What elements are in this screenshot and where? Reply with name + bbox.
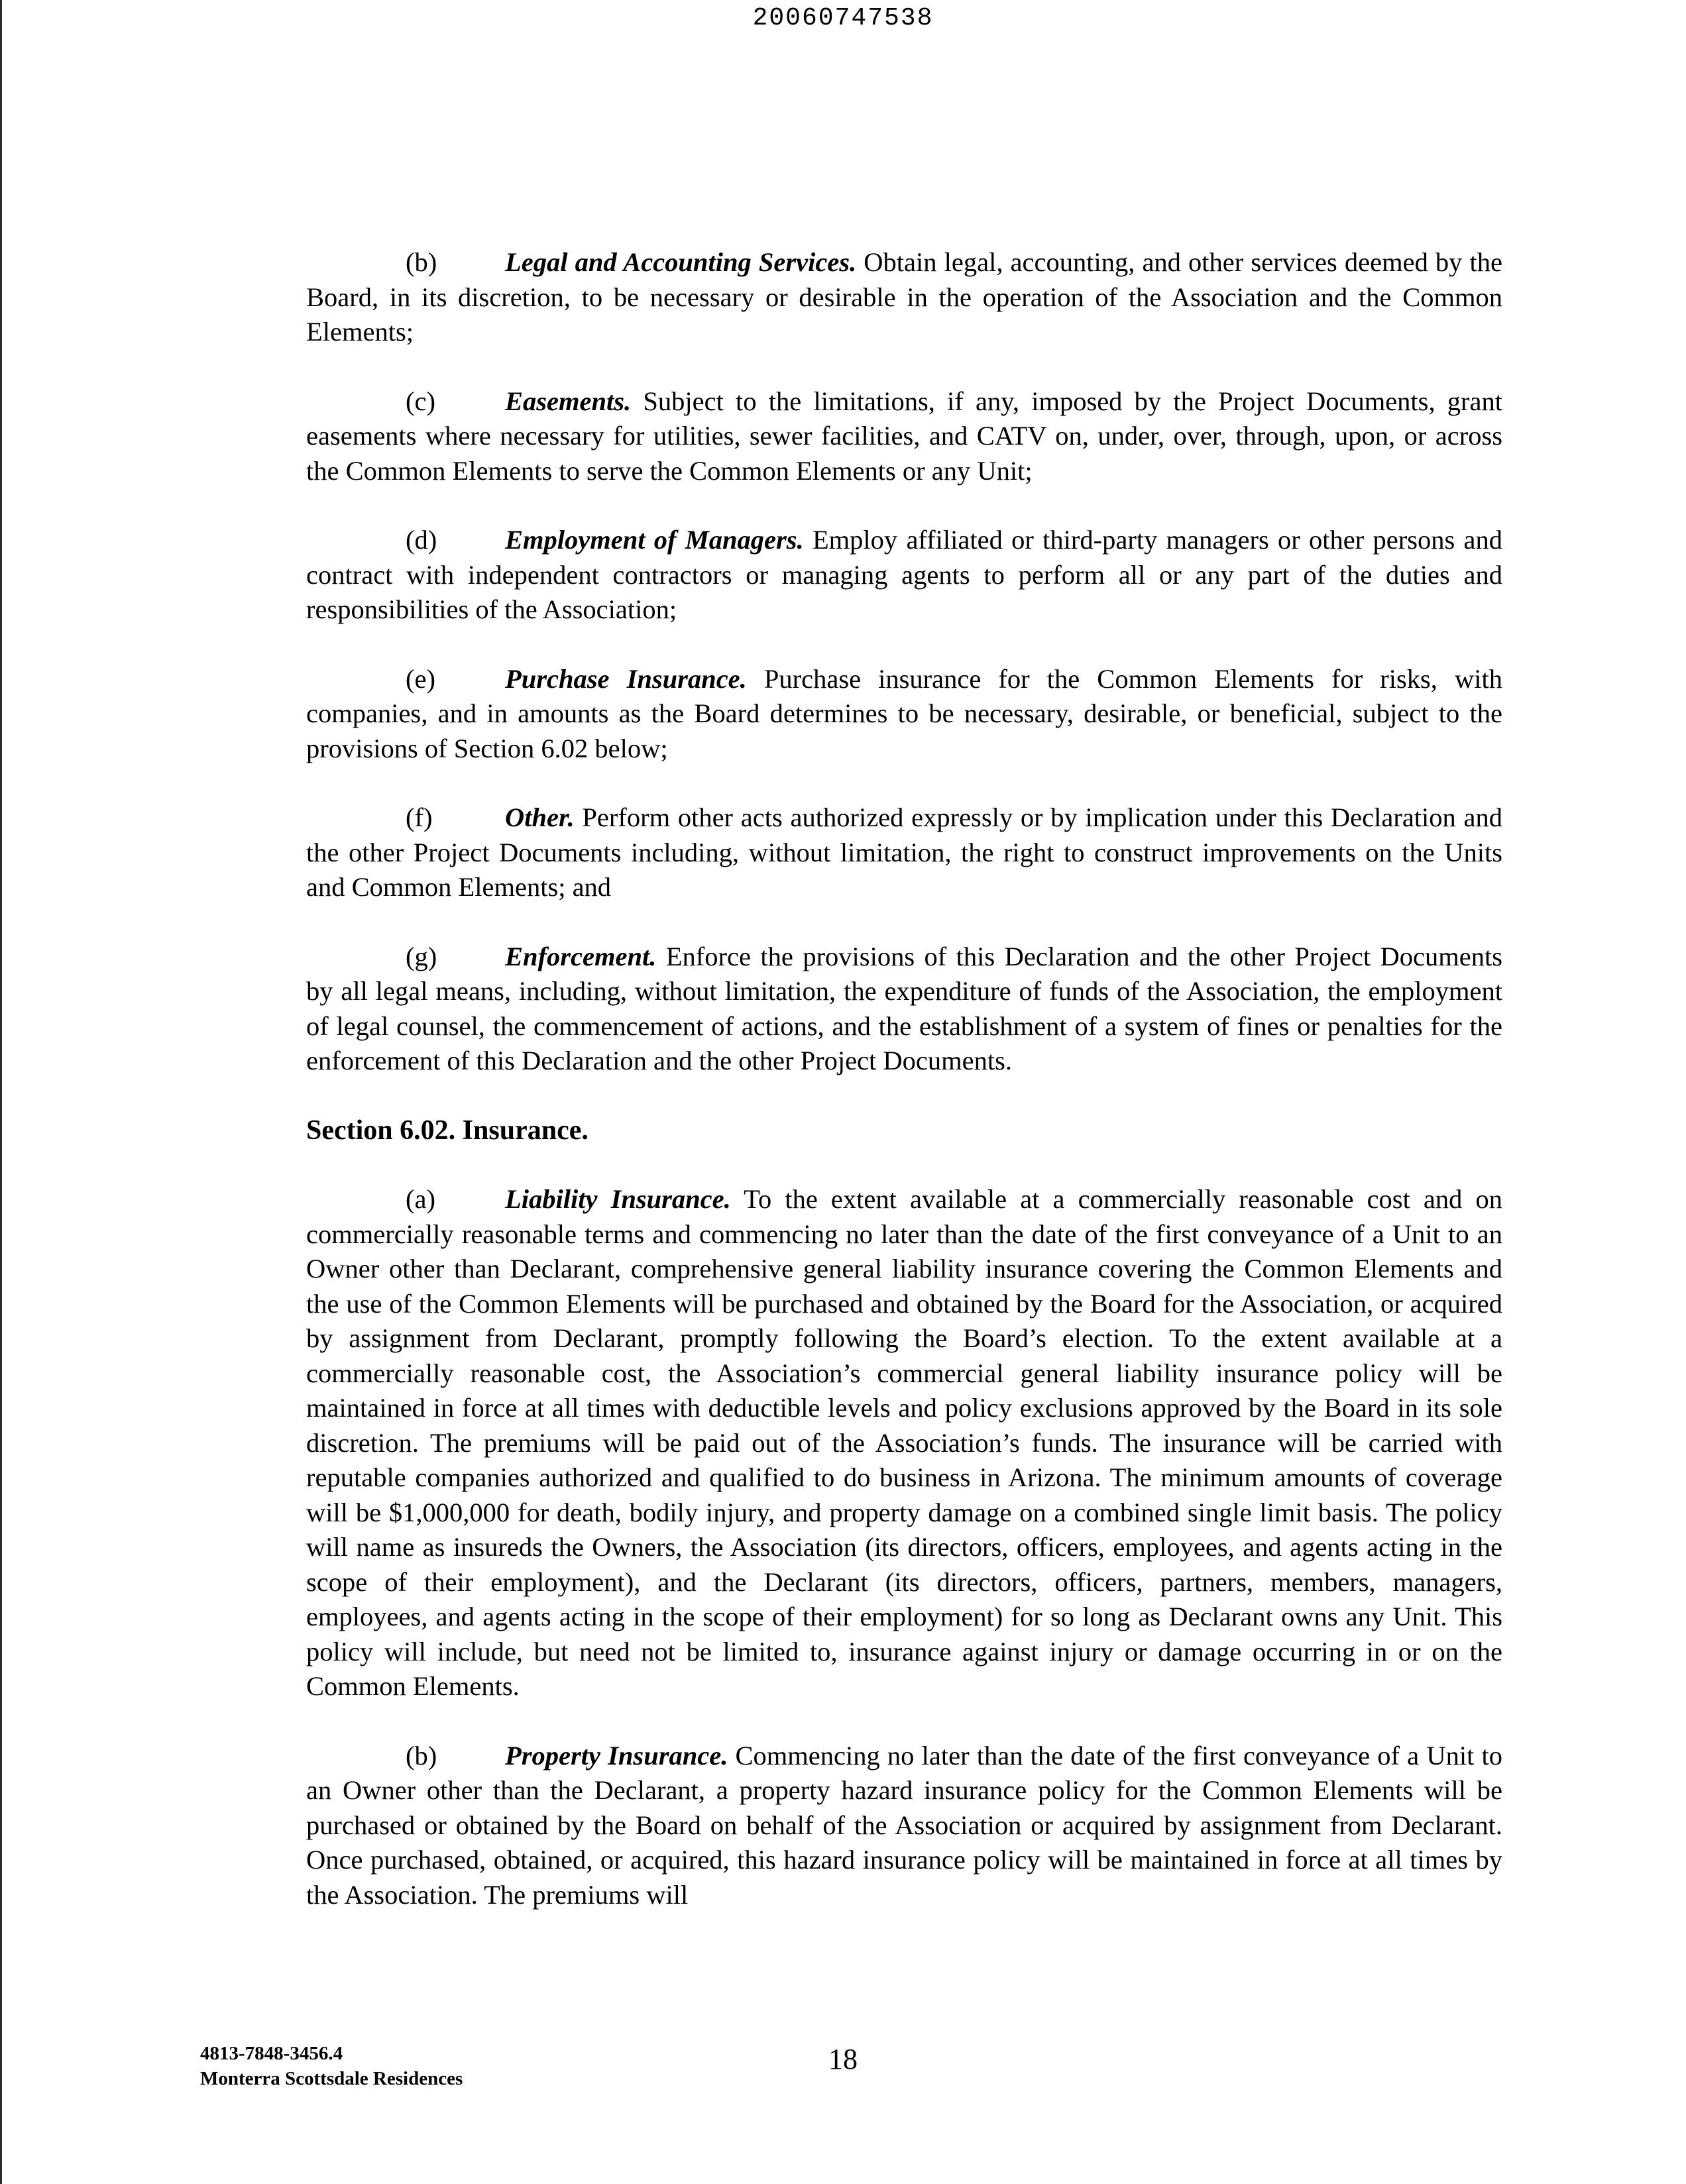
paragraph-text: Subject to the limitations, if any, imposed by the Project Documents, grant easements where necessary for utilities, sewer facilities, and CATV on, under, over, through, upon, or across the Common Elements to serve the Common Elements or any Unit; [306, 386, 1502, 486]
paragraph-b-property [306, 1739, 1502, 1913]
paragraph-label: (b) [406, 247, 437, 277]
paragraph-a-liability [306, 1182, 1502, 1704]
paragraph-label: (e) [406, 663, 435, 694]
section-heading [306, 1113, 1502, 1148]
footer-project-name: Monterra Scottsdale Residences [200, 2068, 463, 2089]
page-body [306, 245, 1502, 1947]
footer-left [200, 2041, 463, 2091]
paragraph-label: (c) [406, 386, 435, 416]
paragraph-text: Purchase insurance for the Common Elements for risks, with companies, and in amounts as the Board determines to be necessary, desirable, or beneficial, subject to the provisions of Section 6.02 below; [306, 663, 1502, 763]
paragraph-c-easements [306, 384, 1502, 489]
paragraph-title: Property Insurance. [505, 1740, 728, 1771]
paragraph-label: (b) [406, 1740, 437, 1771]
scan-left-edge [0, 0, 2, 2184]
paragraph-title: Other. [505, 802, 575, 832]
section-title: Insurance. [462, 1115, 589, 1146]
paragraph-title: Employment of Managers. [505, 525, 804, 555]
footer-doc-id: 4813-7848-3456.4 [200, 2043, 343, 2064]
paragraph-text: Enforce the provisions of this Declaration and the other Project Documents by all legal means, including, without limitation, the expenditure of funds of the Association, the employment of legal counsel, the commencement of actions, and the establishment of a system of fines or penalties for the enforcement of this Declaration and the other Project Documents. [306, 941, 1503, 1075]
paragraph-label: (a) [406, 1184, 435, 1214]
paragraph-text: To the extent available at a commercially reasonable cost and on commercially reasonable terms and commencing no later than the date of the first conveyance of a Unit to an Owner other than Declarant, comprehensive general liability insurance covering the Common Elements and the use of the Common Elements will be purchased and obtained by the Board for the Association, or acquired by assignment from Declarant, promptly following the Board’s election. To the extent available at a commercially reasonable cost, the Association’s commercial general liability insurance policy will be maintained in force at all times with deductible levels and policy exclusions approved by the Board in its sole discretion. The premiums will be paid out of the Association’s funds. The insurance will be carried with reputable companies authorized and qualified to do business in Arizona. The minimum amounts of coverage will be $1,000,000 for death, bodily injury, and property damage on a combined single limit basis. The policy will name as insureds the Owners, the Association (its directors, officers, employees, and agents acting in the scope of their employment), and the Declarant (its directors, officers, partners, members, managers, employees, and agents acting in the scope of their employment) for so long as Declarant owns any Unit. This policy will include, but need not be limited to, insurance against injury or damage occurring in or on the Common Elements. [306, 1184, 1502, 1701]
paragraph-text: Perform other acts authorized expressly or by implication under this Declaration and the other Project Documents including, without limitation, the right to construct improvements on the Units and Common Elements; and [306, 802, 1502, 902]
paragraph-g-enforcement [306, 940, 1502, 1079]
paragraph-text: Employ affiliated or third-party managers or other persons and contract with independent contractors or managing agents to perform all or any part of the duties and responsibilities of the Association; [306, 525, 1502, 624]
paragraph-title: Liability Insurance. [505, 1184, 731, 1214]
paragraph-title: Enforcement. [505, 941, 657, 971]
paragraph-label: (f) [406, 802, 433, 832]
paragraph-title: Purchase Insurance. [505, 663, 747, 694]
paragraph-text: Obtain legal, accounting, and other services deemed by the Board, in its discretion, to be necessary or desirable in the operation of the Association and the Common Elements; [306, 247, 1503, 347]
paragraph-label: (d) [406, 525, 437, 555]
section-number: Section 6.02. [306, 1115, 456, 1146]
paragraph-label: (g) [406, 941, 437, 971]
document-number: 20060747538 [752, 4, 934, 32]
paragraph-title: Legal and Accounting Services. [505, 247, 857, 277]
paragraph-d-managers [306, 523, 1502, 628]
paragraph-text: Commencing no later than the date of the first conveyance of a Unit to an Owner other than the Declarant, a property hazard insurance policy for the Common Elements will be purchased or obtained by the Board on behalf of the Association or acquired by assignment from Declarant. Once purchased, obtained, or acquired, this hazard insurance policy will be maintained in force at all times by the Association. The premiums will [306, 1740, 1503, 1910]
paragraph-b-legal [306, 245, 1502, 350]
paragraph-title: Easements. [505, 386, 632, 416]
paragraph-f-other [306, 800, 1502, 905]
paragraph-e-insurance [306, 662, 1502, 767]
page-number: 18 [828, 2043, 858, 2075]
